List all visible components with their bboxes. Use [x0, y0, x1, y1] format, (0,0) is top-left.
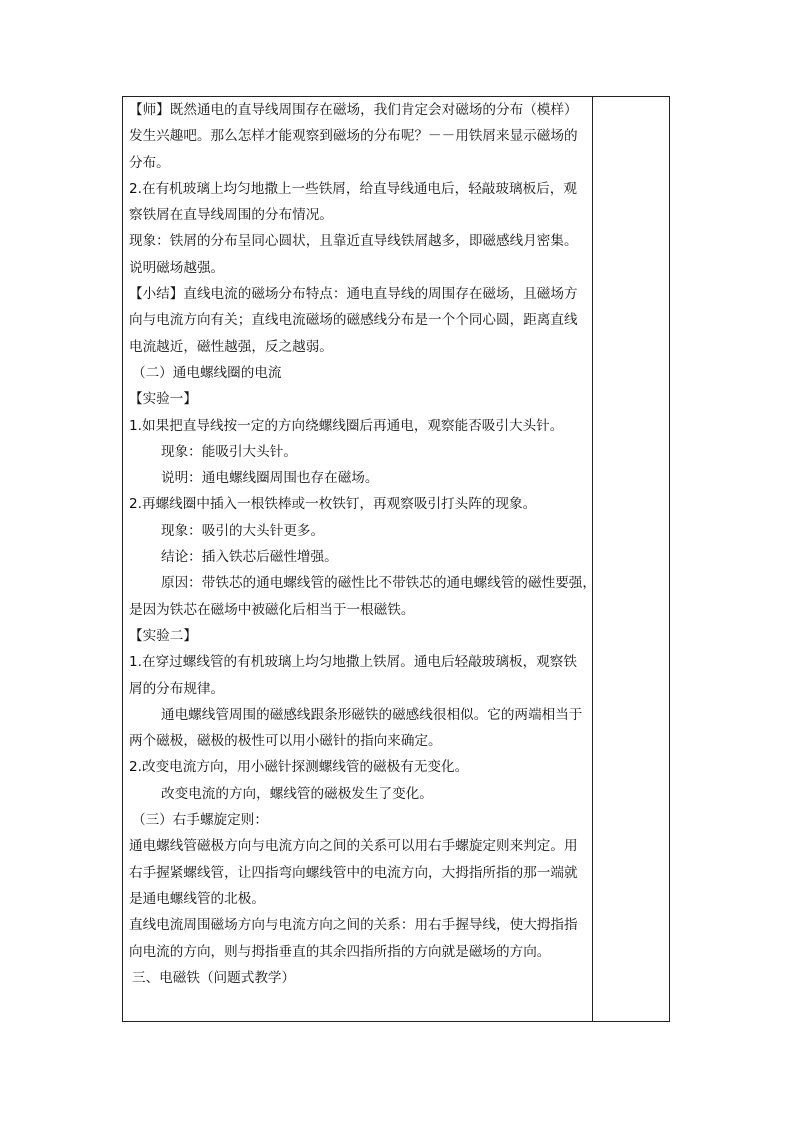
text-line: 说明：通电螺线圈周围也存在磁场。 [161, 470, 379, 487]
text-line: 直线电流周围磁场方向与电流方向之间的关系：用右手握导线，使大拇指指 [129, 917, 578, 934]
text-line: 【实验一】 [129, 391, 197, 408]
lesson-table [122, 96, 670, 1022]
text-line: 通电螺线管周围的磁感线跟条形磁铁的磁感线很相似。它的两端相当于 [161, 706, 583, 723]
text-line: 是通电螺线管的北极。 [129, 890, 265, 907]
text-line: 1.如果把直导线按一定的方向绕螺线圈后再通电，观察能否吸引大头针。 [129, 417, 564, 434]
text-line: 右手握紧螺线管，让四指弯向螺线管中的电流方向，大拇指所指的那一端就 [129, 864, 578, 881]
text-line: 【小结】直线电流的磁场分布特点：通电直导线的周围存在磁场，且磁场方 [129, 286, 578, 303]
text-line: 说明磁场越强。 [129, 259, 225, 276]
text-line: 【实验二】 [129, 627, 197, 644]
text-line: 现象：铁屑的分布呈同心圆状，且靠近直导线铁屑越多，即磁感线月密集。 [129, 233, 578, 250]
text-line: 2.再螺线圈中插入一根铁棒或一枚铁钉，再观察吸引打头阵的现象。 [129, 496, 537, 513]
text-line: 两个磁极，磁极的极性可以用小磁针的指向来确定。 [129, 733, 442, 750]
text-line: 现象：吸引的大头针更多。 [161, 522, 325, 539]
text-line: 原因：带铁芯的通电螺线管的磁性比不带铁芯的通电螺线管的磁性要强， [161, 575, 596, 592]
lesson-content [129, 97, 596, 991]
text-line: 结论：插入铁芯后磁性增强。 [161, 549, 338, 566]
text-line: 向与电流方向有关；直线电流磁场的磁感线分布是一个个同心圆，距离直线 [129, 312, 578, 329]
text-line: 察铁屑在直导线周围的分布情况。 [129, 207, 333, 224]
section-heading: （二）通电螺线圈的电流 [132, 364, 282, 381]
text-line: 分布。 [129, 154, 170, 171]
text-line: 【师】既然通电的直导线周围存在磁场，我们肯定会对磁场的分布（模样） [129, 102, 578, 118]
column-divider [592, 97, 593, 1021]
text-line: 发生兴趣吧。那么怎样才能观察到磁场的分布呢？－－用铁屑来显示磁场的 [129, 128, 578, 145]
section-heading: 三、电磁铁（问题式教学） [132, 969, 296, 986]
text-line: 向电流的方向，则与拇指垂直的其余四指所指的方向就是磁场的方向。 [129, 943, 551, 960]
text-line: 1.在穿过螺线管的有机玻璃上均匀地撒上铁屑。通电后轻敲玻璃板，观察铁 [129, 654, 577, 671]
text-line: 2.改变电流方向，用小磁针探测螺线管的磁极有无变化。 [129, 759, 469, 776]
text-line: 通电螺线管磁极方向与电流方向之间的关系可以用右手螺旋定则来判定。用 [129, 838, 578, 855]
text-line: 屑的分布规律。 [129, 680, 225, 697]
text-line: 2.在有机玻璃上均匀地撒上一些铁屑，给直导线通电后，轻敲玻璃板后，观 [129, 180, 577, 197]
text-line: 现象：能吸引大头针。 [161, 443, 297, 460]
text-line: 电流越近，磁性越强，反之越弱。 [129, 338, 333, 355]
text-line: 改变电流的方向，螺线管的磁极发生了变化。 [161, 785, 433, 802]
section-heading: （三）右手螺旋定则： [132, 812, 268, 829]
text-line: 是因为铁芯在磁场中被磁化后相当于一根磁铁。 [129, 601, 415, 618]
